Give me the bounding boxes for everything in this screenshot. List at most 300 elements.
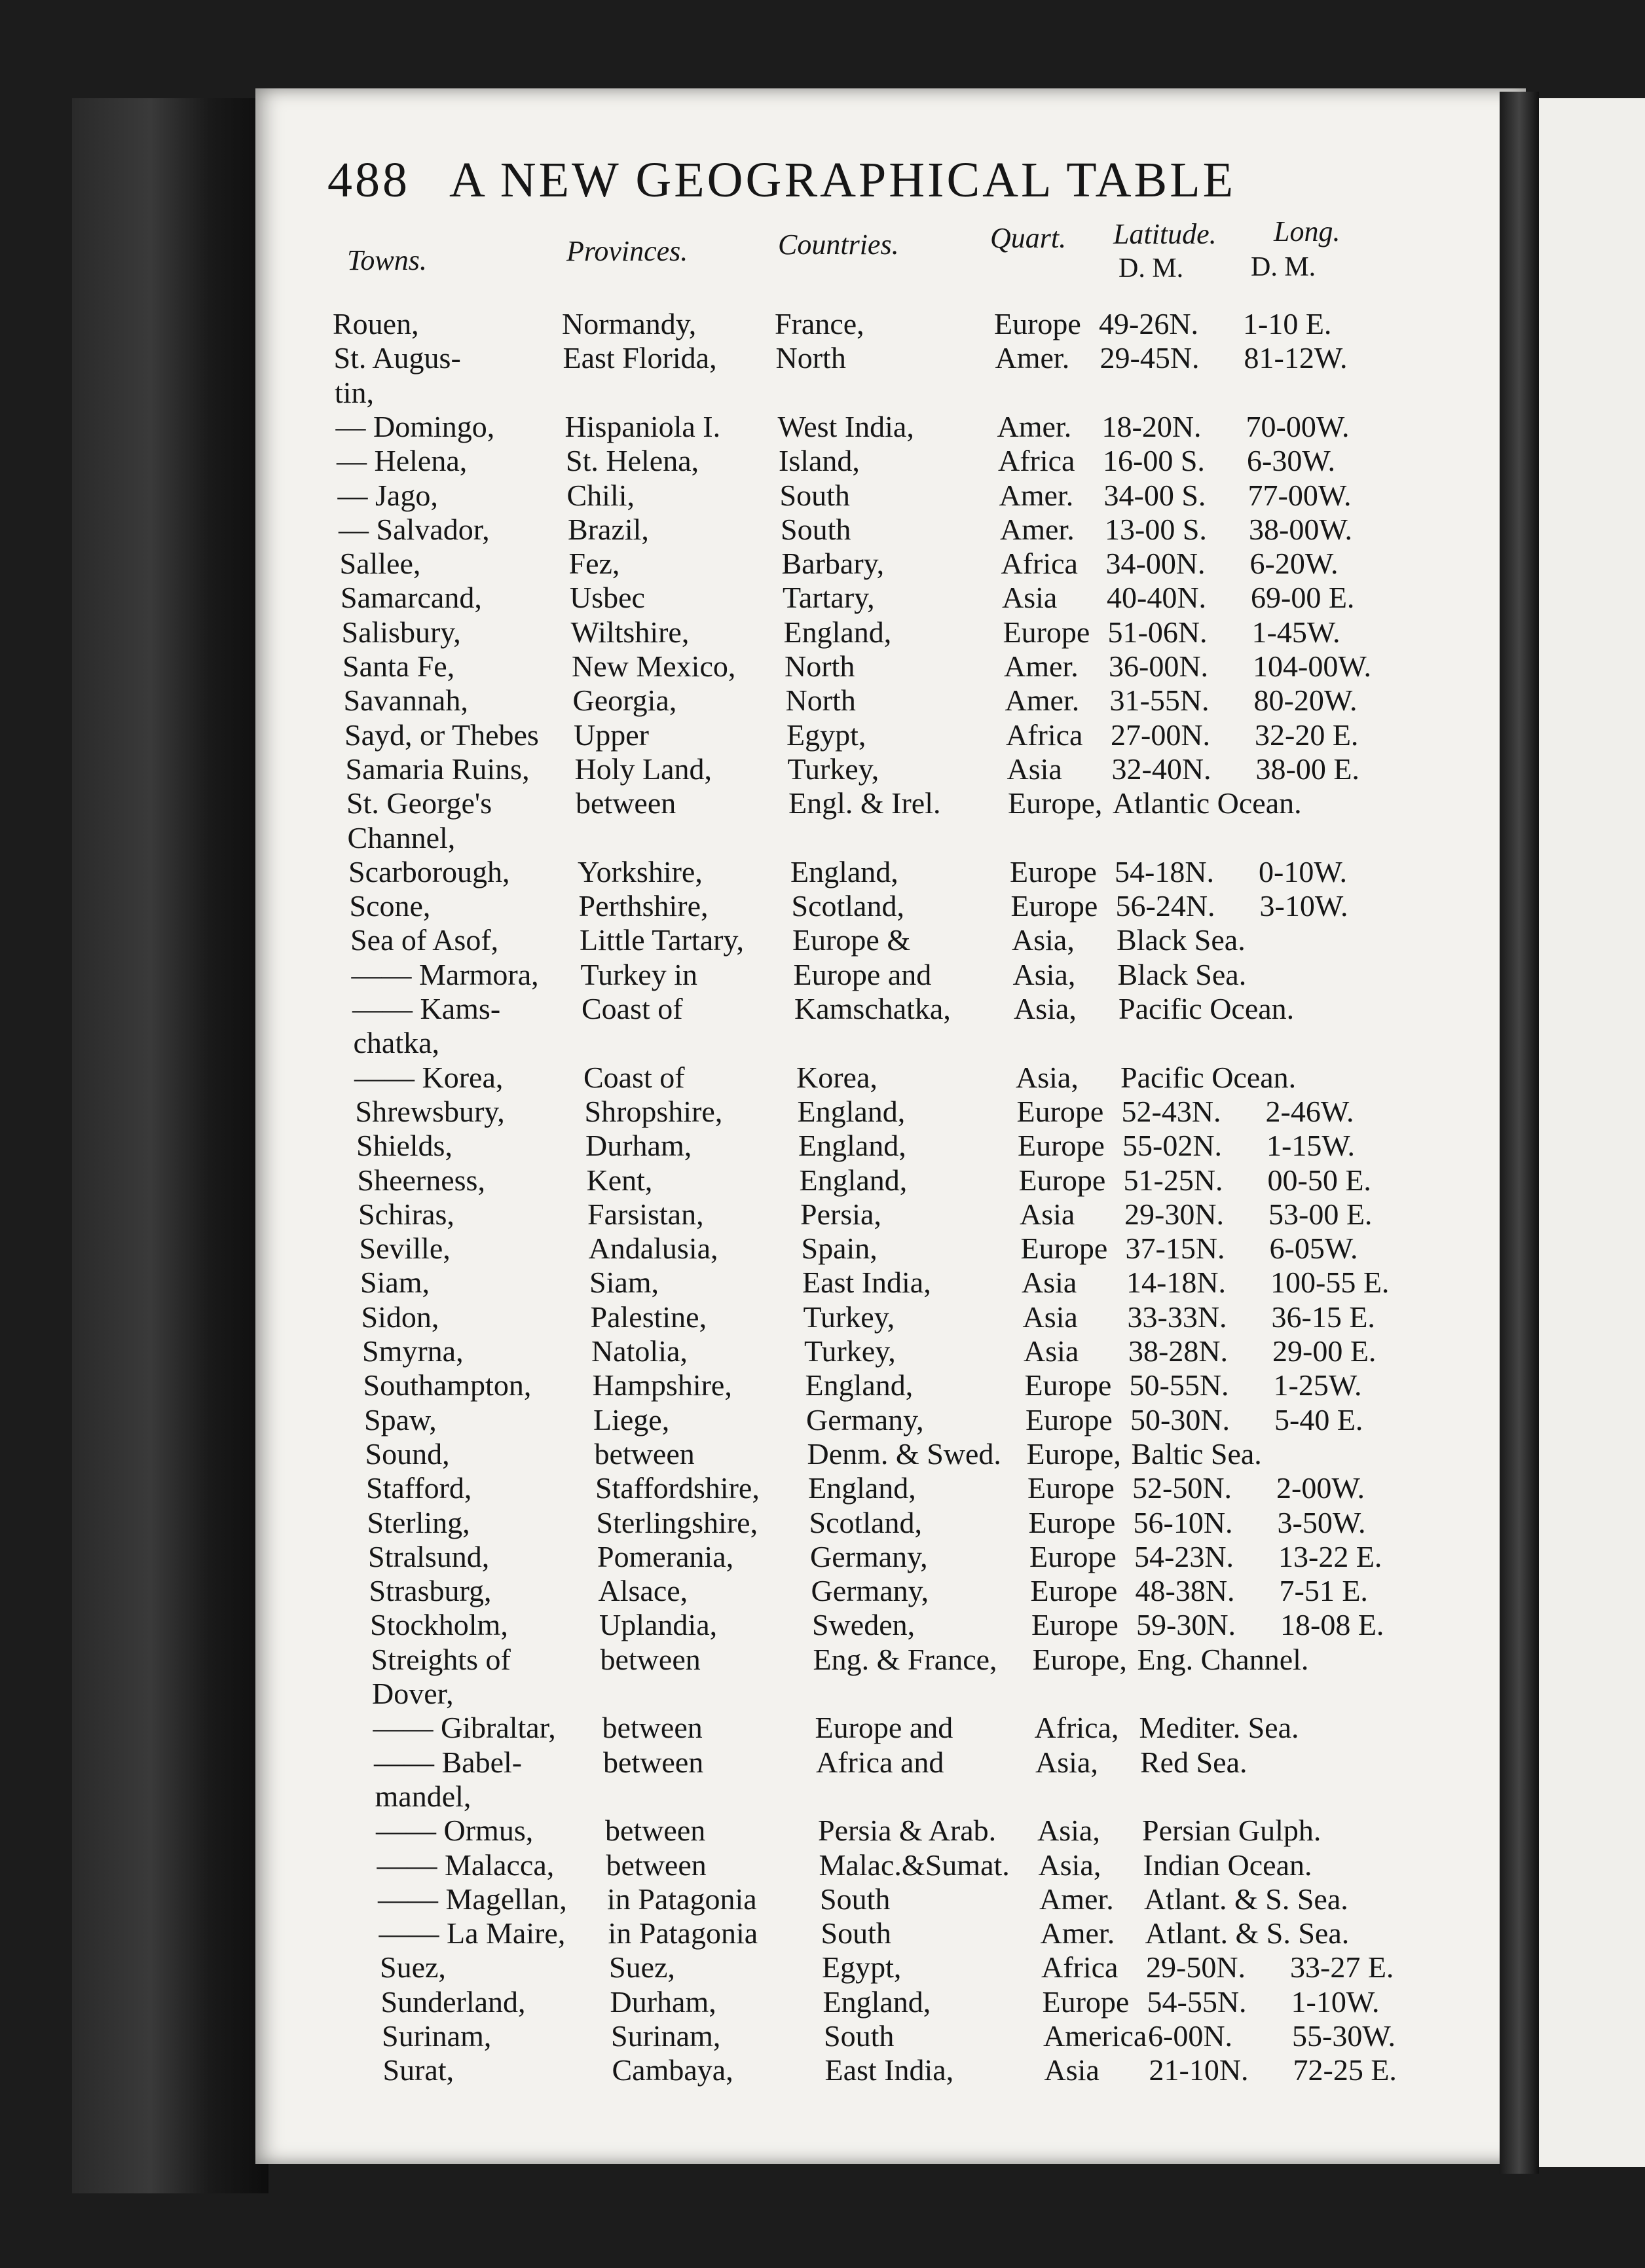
cell-longitude: 55-30W.: [1292, 2019, 1396, 2053]
cell-latitude: Persian Gulph.: [1142, 1814, 1322, 1848]
cell-latitude: 50-30N.: [1130, 1402, 1230, 1436]
cell-quart: Asia: [1020, 1197, 1075, 1231]
cell-latitude: 52-50N.: [1132, 1471, 1232, 1505]
cell-latitude: Atlant. & S. Sea.: [1144, 1882, 1348, 1916]
cell-town: Sound,: [365, 1436, 450, 1471]
cell-latitude: 38-28N.: [1128, 1334, 1229, 1368]
table-row: [339, 512, 1386, 547]
cell-quart: Asia: [1024, 1334, 1079, 1368]
cell-quart: Africa: [1006, 718, 1083, 752]
cell-province: between: [602, 1711, 703, 1745]
cell-province: Usbec: [570, 581, 645, 615]
cell-province: Farsistan,: [587, 1197, 704, 1231]
cell-latitude: 51-06N.: [1107, 615, 1208, 649]
cell-province: Uplandia,: [599, 1608, 718, 1642]
cell-latitude: Pacific Ocean.: [1120, 1060, 1297, 1094]
cell-town: St. George's: [346, 786, 492, 820]
cell-town: Savannah,: [343, 684, 468, 718]
cell-quart: Amer.: [1000, 512, 1075, 546]
cell-latitude: Atlantic Ocean.: [1113, 786, 1302, 820]
cell-country: Eng. & France,: [813, 1642, 997, 1676]
cell-quart: Asia: [1007, 752, 1062, 786]
cell-latitude: 14-18N.: [1126, 1266, 1227, 1300]
table-row: [344, 683, 1392, 718]
cell-country: Persia,: [800, 1197, 881, 1231]
cell-latitude: 54-18N.: [1115, 854, 1215, 888]
cell-town: Sayd, or Thebes: [344, 718, 539, 752]
facing-page-edge: [1539, 98, 1645, 2167]
cell-latitude: Baltic Sea.: [1131, 1436, 1262, 1471]
table-row: [341, 580, 1388, 615]
cell-longitude: 33-27 E.: [1290, 1950, 1394, 1985]
cell-province: Pomerania,: [597, 1539, 734, 1573]
cell-town: —— Korea,: [354, 1060, 504, 1094]
cell-country: North: [785, 649, 855, 683]
cell-quart: Europe: [1018, 1129, 1105, 1163]
cell-country: South: [781, 512, 851, 546]
cell-latitude: 27-00N.: [1111, 718, 1211, 752]
cell-longitude: 38-00 E.: [1255, 752, 1359, 786]
cell-quart: Amer.: [997, 409, 1072, 443]
cell-town: Smyrna,: [362, 1334, 464, 1368]
cell-province: Brazil,: [568, 512, 649, 546]
cell-town: Sheerness,: [357, 1163, 485, 1197]
cell-town: —— La Maire,: [379, 1916, 566, 1950]
cell-latitude: 56-24N.: [1115, 889, 1215, 923]
cell-town: —— Marmora,: [351, 957, 539, 991]
cell-town: Shrewsbury,: [355, 1094, 505, 1128]
cell-country: France,: [775, 307, 864, 340]
cell-town: chatka,: [353, 1026, 440, 1060]
cell-longitude: 2-00W.: [1276, 1471, 1365, 1505]
cell-town: St. Augus-: [333, 341, 461, 375]
cell-latitude: 40-40N.: [1107, 581, 1207, 615]
cell-longitude: 6-05W.: [1269, 1232, 1358, 1266]
cell-country: Denm. & Swed.: [807, 1436, 1001, 1471]
cell-longitude: 18-08 E.: [1280, 1608, 1384, 1642]
cell-country: Engl. & Irel.: [788, 786, 941, 820]
cell-country: North: [785, 684, 856, 718]
cell-longitude: 53-00 E.: [1268, 1197, 1373, 1231]
cell-longitude: 3-10W.: [1259, 889, 1348, 923]
cell-country: Persia & Arab.: [818, 1814, 997, 1848]
cell-town: —— Ormus,: [376, 1814, 534, 1848]
cell-province: between: [603, 1745, 704, 1779]
cell-province: Liege,: [593, 1402, 670, 1436]
table-row: [379, 1916, 1427, 1951]
page-number: 488: [327, 153, 410, 208]
cell-town: — Domingo,: [335, 409, 495, 443]
cell-country: Island,: [779, 444, 860, 478]
cell-town: Samarcand,: [341, 581, 482, 615]
cell-quart: Europe,: [1026, 1436, 1121, 1471]
cell-province: Natolia,: [591, 1334, 688, 1368]
header-towns: Towns.: [347, 244, 427, 276]
cell-latitude: 6-00N.: [1148, 2019, 1233, 2053]
table-row: [364, 1402, 1412, 1438]
cell-latitude: Mediter. Sea.: [1139, 1711, 1299, 1745]
cell-longitude: 3-50W.: [1277, 1505, 1366, 1539]
cell-town: Dover,: [372, 1677, 454, 1710]
cell-quart: Asia,: [1038, 1848, 1101, 1882]
table-row: [382, 2019, 1430, 2054]
cell-longitude: 36-15 E.: [1271, 1300, 1375, 1334]
cell-town: Sunderland,: [380, 1985, 526, 2019]
cell-latitude: 54-23N.: [1134, 1539, 1234, 1573]
cell-quart: Europe: [1042, 1985, 1130, 2019]
table-row: [342, 615, 1390, 650]
cell-town: Sterling,: [367, 1505, 470, 1539]
table-row: [335, 375, 1382, 411]
cell-quart: Europe: [994, 307, 1081, 340]
cell-province: Siam,: [589, 1266, 659, 1300]
cell-province: East Florida,: [563, 341, 717, 375]
cell-quart: Asia,: [1012, 957, 1076, 991]
table-row: [348, 820, 1395, 856]
cell-province: Durham,: [610, 1985, 716, 2019]
cell-quart: Amer.: [1005, 684, 1080, 718]
cell-latitude: 56-10N.: [1133, 1505, 1233, 1539]
cell-country: Barbary,: [781, 547, 885, 581]
cell-latitude: 13-00 S.: [1105, 512, 1207, 546]
table-row: [368, 1539, 1416, 1575]
cell-province: Durham,: [585, 1129, 692, 1163]
cell-latitude: 52-43N.: [1121, 1094, 1221, 1128]
cell-longitude: 13-22 E.: [1278, 1539, 1382, 1573]
cell-town: Sidon,: [361, 1300, 439, 1334]
cell-province: in Patagonia: [607, 1882, 757, 1916]
cell-town: —— Babel-: [374, 1745, 523, 1779]
cell-country: England,: [808, 1471, 916, 1505]
cell-province: Coast of: [582, 992, 683, 1025]
cell-latitude: 37-15N.: [1125, 1232, 1225, 1266]
cell-longitude: 1-15W.: [1266, 1129, 1356, 1163]
cell-country: Germany,: [810, 1539, 928, 1573]
cell-latitude: 59-30N.: [1136, 1608, 1236, 1642]
cell-town: Suez,: [380, 1950, 446, 1985]
cell-province: Palestine,: [590, 1300, 707, 1334]
cell-latitude: 34-00 S.: [1103, 478, 1206, 512]
table-row: [333, 306, 1380, 342]
cell-latitude: Black Sea.: [1117, 957, 1247, 991]
cell-quart: Amer.: [1039, 1882, 1114, 1916]
cell-province: Alsace,: [598, 1574, 688, 1608]
cell-latitude: 29-50N.: [1146, 1950, 1246, 1985]
cell-province: Surinam,: [611, 2019, 721, 2053]
cell-latitude: 51-25N.: [1123, 1163, 1223, 1197]
cell-province: Hampshire,: [592, 1368, 732, 1402]
cell-country: Spain,: [801, 1232, 878, 1266]
cell-town: Samaria Ruins,: [345, 752, 530, 786]
cell-town: Scarborough,: [348, 854, 510, 888]
table-row: [340, 546, 1388, 581]
cell-province: Coast of: [583, 1060, 685, 1094]
cell-town: Channel,: [347, 820, 456, 854]
cell-longitude: 70-00W.: [1246, 409, 1350, 443]
cell-town: Southampton,: [363, 1368, 532, 1402]
header-long: Long.: [1274, 215, 1340, 247]
cell-latitude: Indian Ocean.: [1143, 1848, 1312, 1882]
cell-longitude: 69-00 E.: [1251, 581, 1355, 615]
cell-country: North: [775, 341, 846, 375]
cell-quart: Europe: [1018, 1163, 1106, 1197]
cell-longitude: 1-10W.: [1291, 1985, 1380, 2019]
cell-longitude: 104-00W.: [1253, 649, 1372, 683]
cell-longitude: 32-20 E.: [1255, 718, 1359, 752]
cell-longitude: 77-00W.: [1248, 478, 1352, 512]
cell-country: England,: [783, 615, 892, 649]
cell-quart: Asia,: [1014, 992, 1077, 1025]
cell-quart: Europe: [1020, 1232, 1108, 1266]
cell-longitude: 1-25W.: [1273, 1368, 1362, 1402]
table-row: [342, 649, 1390, 684]
cell-quart: Europe: [1031, 1608, 1118, 1642]
page-heading: [327, 152, 1236, 209]
cell-town: Stafford,: [366, 1471, 472, 1505]
cell-province: Turkey in: [580, 957, 697, 991]
cell-longitude: 1-45W.: [1251, 615, 1340, 649]
cell-province: St. Helena,: [566, 444, 699, 478]
cell-province: between: [594, 1436, 695, 1471]
header-provinces: Provinces.: [566, 235, 688, 267]
cell-latitude: 31-55N.: [1109, 684, 1210, 718]
cell-town: — Jago,: [337, 478, 438, 512]
cell-latitude: 36-00N.: [1109, 649, 1209, 683]
cell-country: South: [820, 1882, 891, 1916]
table-row: [352, 991, 1400, 1027]
table-row: [354, 1060, 1402, 1095]
cell-latitude: 16-00 S.: [1103, 444, 1205, 478]
table-row: [362, 1334, 1410, 1369]
cell-province: Yorkshire,: [578, 854, 703, 888]
cell-latitude: 29-45N.: [1100, 341, 1200, 375]
cell-longitude: 2-46W.: [1265, 1094, 1354, 1128]
cell-quart: Asia,: [1012, 923, 1075, 957]
cell-country: Europe &: [792, 923, 911, 957]
cell-longitude: 29-00 E.: [1272, 1334, 1377, 1368]
cell-province: Normandy,: [562, 307, 697, 340]
cell-town: — Helena,: [337, 444, 468, 478]
cell-quart: Europe: [1026, 1402, 1113, 1436]
table-row: [338, 478, 1386, 513]
cell-province: Perthshire,: [578, 889, 709, 923]
cell-latitude: 48-38N.: [1135, 1574, 1235, 1608]
cell-town: Surat,: [382, 2053, 454, 2087]
table-row: [352, 957, 1399, 993]
cell-country: Europe and: [815, 1711, 953, 1745]
cell-town: —— Malacca,: [377, 1848, 555, 1882]
table-row: [383, 2053, 1431, 2088]
cell-quart: Asia,: [1035, 1745, 1098, 1779]
cell-quart: Europe: [1028, 1505, 1116, 1539]
cell-town: Streights of: [371, 1642, 511, 1676]
table-row: [378, 1882, 1426, 1917]
cell-latitude: 33-33N.: [1127, 1300, 1227, 1334]
cell-country: Sweden,: [812, 1608, 915, 1642]
cell-longitude: 38-00W.: [1249, 512, 1353, 546]
cell-town: Surinam,: [382, 2019, 492, 2053]
cell-country: Africa and: [816, 1745, 944, 1779]
cell-latitude: 49-26N.: [1099, 307, 1199, 340]
cell-quart: Asia: [1022, 1300, 1078, 1334]
cell-province: Staffordshire,: [595, 1471, 760, 1505]
cell-quart: Asia,: [1037, 1814, 1100, 1848]
cell-province: between: [605, 1814, 706, 1848]
cell-province: between: [600, 1642, 701, 1676]
cell-quart: Europe: [1029, 1539, 1117, 1573]
cell-quart: Asia: [1002, 581, 1058, 615]
cell-province: Georgia,: [572, 684, 677, 718]
table-row: [377, 1848, 1425, 1883]
table-row: [348, 854, 1396, 890]
table-row: [370, 1607, 1418, 1643]
table-row: [346, 752, 1394, 787]
cell-quart: Europe: [1024, 1368, 1112, 1402]
cell-longitude: 80-20W.: [1253, 684, 1358, 718]
table-row: [381, 1985, 1429, 2020]
cell-province: Kent,: [586, 1163, 653, 1197]
cell-town: Stralsund,: [368, 1539, 490, 1573]
cell-province: Little Tartary,: [580, 923, 744, 957]
cell-quart: Europe: [1010, 854, 1097, 888]
table-row: [376, 1813, 1424, 1848]
cell-country: Europe and: [793, 957, 932, 991]
table-row: [367, 1505, 1415, 1541]
cell-latitude: 50-55N.: [1129, 1368, 1229, 1402]
cell-town: Shields,: [356, 1129, 453, 1163]
cell-longitude: 81-12W.: [1244, 341, 1348, 375]
table-row: [374, 1745, 1422, 1780]
cell-town: Siam,: [360, 1266, 430, 1300]
cell-town: Rouen,: [333, 307, 419, 340]
cell-latitude: 29-30N.: [1124, 1197, 1225, 1231]
page-title: A NEW GEOGRAPHICAL TABLE: [449, 153, 1236, 208]
cell-town: Salisbury,: [341, 615, 461, 649]
cell-quart: Europe,: [1032, 1642, 1127, 1676]
cell-quart: Europe: [1010, 889, 1098, 923]
table-row: [356, 1128, 1404, 1163]
header-countries: Countries.: [778, 229, 899, 261]
table-row: [372, 1676, 1420, 1711]
cell-town: Schiras,: [358, 1197, 454, 1231]
cell-latitude: 21-10N.: [1149, 2053, 1249, 2087]
table-row: [336, 409, 1384, 445]
cell-quart: Asia: [1022, 1266, 1077, 1300]
cell-country: England,: [790, 854, 898, 888]
cell-quart: Europe: [1030, 1574, 1118, 1608]
cell-quart: Asia,: [1016, 1060, 1079, 1094]
cell-quart: Africa,: [1034, 1711, 1119, 1745]
cell-latitude: Atlant. & S. Sea.: [1145, 1916, 1350, 1950]
book-gutter: [1500, 92, 1539, 2174]
cell-quart: Amer.: [999, 478, 1074, 512]
cell-country: Malac.&Sumat.: [819, 1848, 1010, 1882]
cell-country: South: [779, 478, 850, 512]
cell-longitude: 100-55 E.: [1270, 1266, 1390, 1300]
table-row: [375, 1779, 1423, 1814]
table-row: [334, 340, 1382, 376]
cell-country: Germany,: [806, 1402, 924, 1436]
cell-town: Spaw,: [364, 1402, 437, 1436]
cell-quart: Africa: [1041, 1950, 1118, 1985]
cell-country: East India,: [802, 1266, 931, 1300]
cell-longitude: 72-25 E.: [1293, 2053, 1397, 2087]
header-latitude: Latitude.: [1113, 218, 1217, 250]
cell-country: Korea,: [796, 1060, 878, 1094]
cell-town: — Salvador,: [339, 512, 490, 546]
table-row: [360, 1265, 1408, 1300]
cell-quart: Africa: [998, 444, 1075, 478]
cell-country: Egypt,: [822, 1950, 902, 1985]
cell-quart: Europe,: [1008, 786, 1103, 820]
cell-country: Scotland,: [791, 889, 904, 923]
cell-quart: Africa: [1001, 547, 1078, 581]
cell-longitude: 0-10W.: [1259, 854, 1348, 888]
book-binding-left: [72, 98, 268, 2193]
cell-country: Scotland,: [809, 1505, 922, 1539]
cell-town: —— Magellan,: [378, 1882, 567, 1916]
cell-latitude: Red Sea.: [1140, 1745, 1248, 1779]
cell-province: Upper: [574, 718, 649, 752]
cell-province: between: [576, 786, 676, 820]
cell-province: Suez,: [609, 1950, 675, 1985]
cell-country: West India,: [777, 409, 914, 443]
cell-town: —— Kams-: [352, 992, 501, 1025]
cell-quart: Amer.: [1004, 649, 1079, 683]
cell-province: Hispaniola I.: [564, 409, 721, 443]
cell-country: England,: [799, 1163, 908, 1197]
table-row: [344, 718, 1392, 753]
table-row: [380, 1950, 1428, 1985]
cell-country: Tartary,: [783, 581, 875, 615]
table-row: [358, 1197, 1406, 1232]
table-row: [371, 1642, 1419, 1677]
table-row: [366, 1471, 1414, 1506]
cell-country: England,: [798, 1129, 906, 1163]
cell-latitude: Eng. Channel.: [1137, 1642, 1309, 1676]
cell-country: Turkey,: [803, 1300, 895, 1334]
cell-town: Seville,: [359, 1232, 451, 1266]
table-row: [337, 443, 1384, 479]
table-row: [369, 1573, 1417, 1609]
table-row: [361, 1300, 1409, 1335]
cell-country: Kamschatka,: [794, 992, 951, 1025]
table-row: [346, 786, 1394, 821]
cell-latitude: 34-00N.: [1105, 547, 1206, 581]
header-long-units: D. M.: [1251, 252, 1316, 282]
cell-province: Fez,: [568, 547, 620, 581]
cell-country: England,: [805, 1368, 914, 1402]
header-latitude-units: D. M.: [1118, 253, 1184, 284]
cell-quart: Amer.: [995, 341, 1070, 375]
cell-country: South: [824, 2019, 895, 2053]
cell-country: Turkey,: [787, 752, 879, 786]
cell-town: Scone,: [349, 889, 431, 923]
cell-town: Sallee,: [339, 547, 421, 581]
cell-province: Wiltshire,: [570, 615, 690, 649]
cell-country: England,: [822, 1985, 931, 2019]
cell-quart: Amer.: [1040, 1916, 1115, 1950]
cell-province: Shropshire,: [584, 1094, 723, 1128]
cell-province: Sterlingshire,: [596, 1505, 758, 1539]
cell-country: Egypt,: [786, 718, 866, 752]
cell-province: New Mexico,: [572, 649, 736, 683]
table-row: [373, 1710, 1421, 1746]
cell-town: mandel,: [375, 1779, 471, 1813]
cell-longitude: 6-20W.: [1249, 547, 1339, 581]
cell-province: in Patagonia: [608, 1916, 758, 1950]
cell-town: Strasburg,: [369, 1574, 492, 1608]
